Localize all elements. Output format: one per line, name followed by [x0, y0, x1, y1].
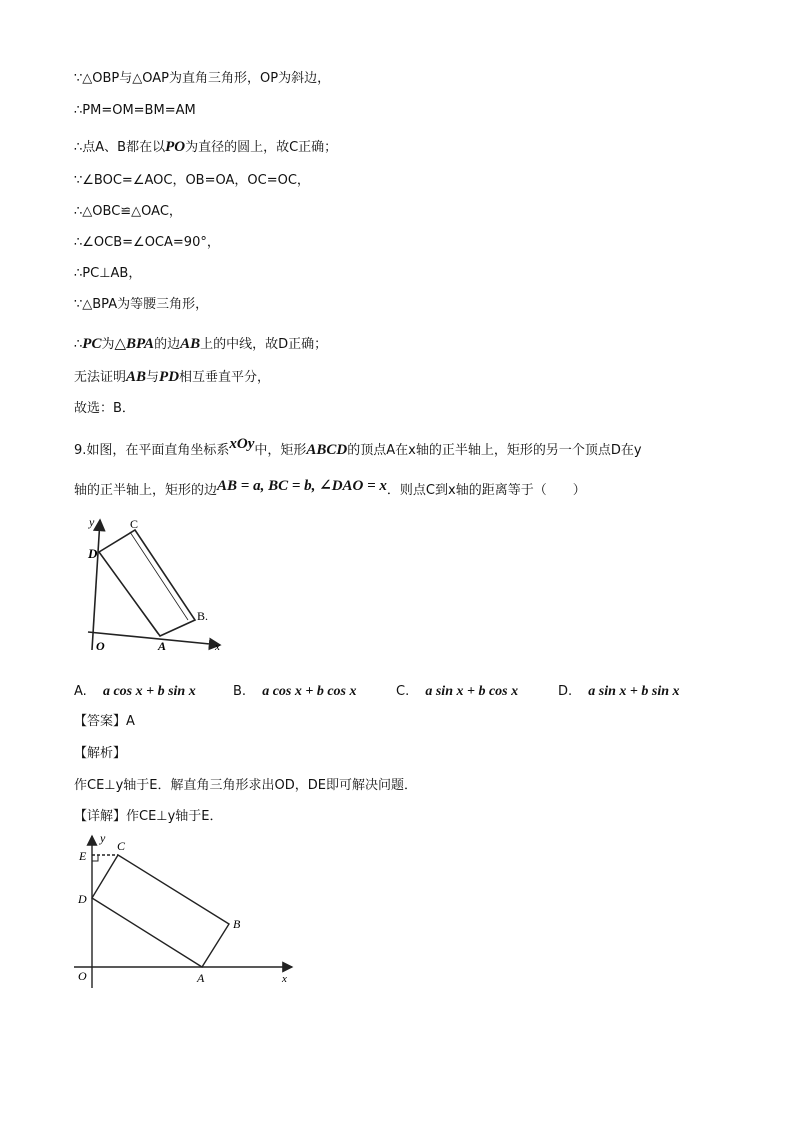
text: ．则点C到x轴的距离等于（ ） — [386, 483, 586, 498]
option-label: D. — [558, 684, 573, 699]
text: ∴ — [74, 337, 83, 352]
fig1-label-c: C — [130, 517, 139, 531]
figure-2 — [70, 828, 300, 990]
text: 无法证明 — [74, 370, 127, 385]
text: ∴点A、B都在以 — [74, 140, 166, 155]
option-expr: a sin x + b sin x — [588, 684, 680, 699]
math-pc: PC — [82, 336, 102, 352]
solution-line-1: ∵△OBP与△OAP为直角三角形，OP为斜边， — [74, 71, 331, 86]
option-expr: a cos x + b cos x — [262, 684, 357, 699]
fig2-label-o: O — [78, 969, 87, 983]
fig1-label-b: B. — [197, 609, 209, 623]
option-label: A. — [74, 684, 87, 699]
option-label: B. — [233, 684, 247, 699]
fig2-label-b: B — [233, 917, 241, 931]
text: 与 — [146, 370, 160, 385]
question-line-1 — [74, 436, 642, 460]
rectangle-abcd — [99, 530, 195, 636]
text: 为直径的圆上，故C正确； — [185, 140, 338, 155]
fig2-label-a: A — [197, 971, 205, 985]
math-ab: AB — [126, 369, 147, 385]
solution-line-9 — [74, 335, 327, 354]
answer: 【答案】A — [74, 714, 135, 729]
solution-line-4: ∵∠BOC=∠AOC，OB=OA，OC=OC， — [74, 173, 310, 188]
fig2-label-y: y — [100, 831, 106, 845]
option-expr: a cos x + b sin x — [102, 684, 196, 699]
math-conditions: AB = a, BC = b, ∠DAO = x — [217, 478, 387, 494]
solution-line-3 — [74, 138, 337, 157]
fig1-label-a: A — [158, 639, 167, 653]
math-ab: AB — [180, 336, 201, 352]
detail-text: 【详解】作CE⊥y轴于E． — [74, 809, 223, 824]
text: 为 — [101, 337, 115, 352]
math-xoy: xOy — [229, 436, 255, 452]
text: 的顶点A在x轴的正半轴上，矩形的另一个顶点D在y — [347, 443, 642, 458]
rectangle-abcd — [92, 855, 229, 967]
solution-line-8: ∵△BPA为等腰三角形， — [74, 297, 209, 312]
fig1-label-y: y — [89, 515, 95, 529]
text: 中，矩形 — [254, 443, 307, 458]
math-po: PO — [165, 139, 186, 155]
option-a[interactable] — [74, 683, 196, 701]
fig2-label-c: C — [117, 839, 126, 853]
math-triangle-bpa: △BPA — [114, 336, 155, 352]
option-b[interactable] — [233, 683, 357, 701]
solution-line-2: ∴PM=OM=BM=AM — [74, 103, 196, 118]
question-line-2 — [74, 478, 586, 500]
right-angle-mark — [92, 855, 98, 861]
option-d[interactable] — [558, 683, 680, 701]
analysis-label: 【解析】 — [74, 746, 127, 761]
fig2-label-x: x — [282, 973, 287, 985]
analysis-text: 作CE⊥y轴于E．解直角三角形求出OD，DE即可解决问题． — [74, 778, 417, 793]
text: 轴的正半轴上，矩形的边 — [74, 483, 218, 498]
option-expr: a sin x + b cos x — [425, 684, 519, 699]
solution-line-6: ∴∠OCB=∠OCA=90°， — [74, 235, 220, 250]
solution-line-10 — [74, 368, 270, 387]
fig1-label-d: D — [88, 546, 98, 561]
fig1-label-x: x — [215, 641, 220, 653]
math-pd: PD — [159, 369, 180, 385]
solution-line-7: ∴PC⊥AB， — [74, 266, 142, 281]
y-axis — [92, 520, 100, 650]
option-c[interactable] — [396, 683, 518, 701]
text: 的边 — [154, 337, 181, 352]
math-abcd: ABCD — [306, 442, 348, 458]
text: 相互垂直平分， — [179, 370, 271, 385]
option-label: C. — [396, 684, 410, 699]
text: 上的中线，故D正确； — [200, 337, 328, 352]
figure-1 — [80, 510, 250, 660]
text: 9.如图，在平面直角坐标系 — [74, 443, 230, 458]
fig1-label-o: O — [96, 639, 105, 653]
solution-line-11: 故选：B． — [74, 401, 135, 416]
fig2-label-d: D — [78, 892, 87, 906]
fig2-label-e: E — [79, 849, 87, 863]
solution-line-5: ∴△OBC≌△OAC， — [74, 204, 182, 219]
x-axis — [88, 632, 220, 645]
